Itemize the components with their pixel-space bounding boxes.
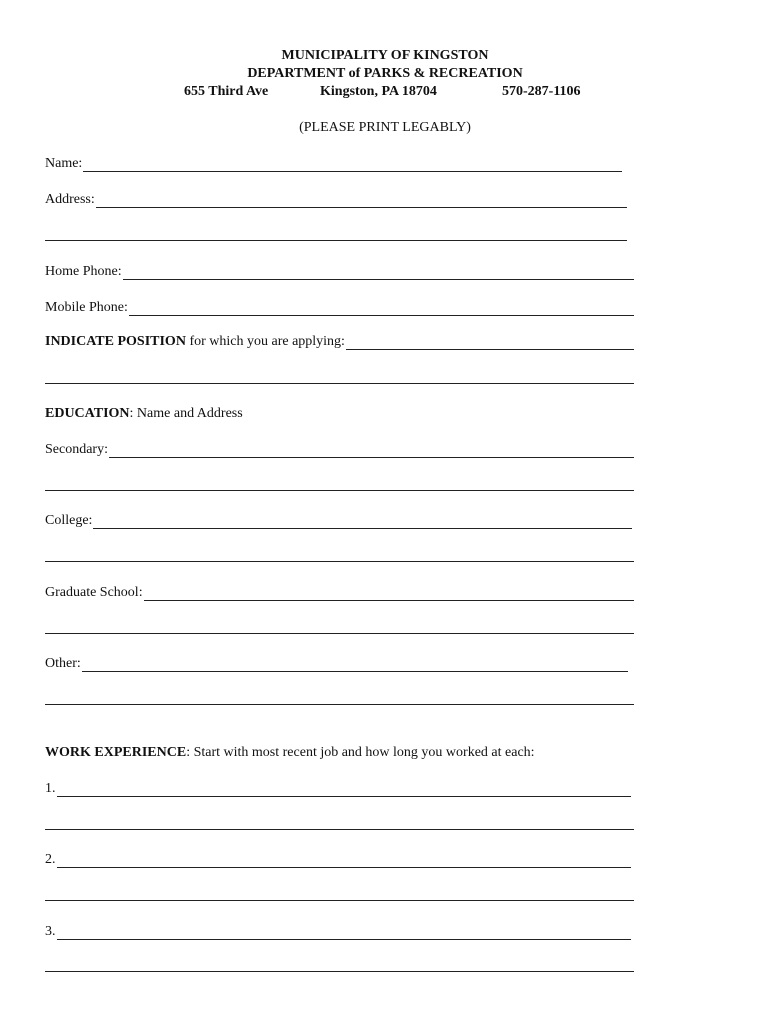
home-phone-label: Home Phone: (45, 264, 122, 279)
job-1-field[interactable] (45, 779, 631, 797)
phone-number: 570-287-1106 (502, 84, 581, 99)
address-field[interactable] (45, 190, 627, 208)
secondary-line-2[interactable] (45, 490, 634, 491)
other-field[interactable] (45, 654, 628, 672)
job-1-line[interactable] (57, 782, 632, 797)
education-heading-text (45, 406, 243, 422)
education-label-rest: : Name and Address (129, 406, 243, 421)
college-line-2[interactable] (45, 561, 634, 562)
job-2-label: 2. (45, 852, 56, 867)
position-label (45, 334, 345, 350)
name-field[interactable] (45, 154, 622, 172)
address-line[interactable] (96, 193, 627, 208)
position-line-2[interactable] (45, 383, 634, 384)
job-2-field[interactable] (45, 850, 631, 868)
city-address: Kingston, PA 18704 (320, 84, 437, 99)
graduate-school-line[interactable] (144, 586, 634, 601)
position-label-rest: for which you are applying: (185, 334, 345, 349)
other-label: Other: (45, 656, 81, 671)
address-label: Address: (45, 192, 95, 207)
secondary-field[interactable] (45, 440, 634, 458)
job-3-label: 3. (45, 924, 56, 939)
print-legibly-note: (PLEASE PRINT LEGABLY) (299, 120, 471, 135)
position-label-bold: INDICATE POSITION (45, 334, 186, 349)
job-2-line[interactable] (57, 853, 632, 868)
job-1-line-2[interactable] (45, 829, 634, 830)
name-line[interactable] (83, 157, 622, 172)
name-label: Name: (45, 156, 83, 171)
secondary-label: Secondary: (45, 442, 108, 457)
job-3-line-2[interactable] (45, 971, 634, 972)
job-2-line-2[interactable] (45, 900, 634, 901)
work-label-rest: : Start with most recent job and how long you worked at each: (186, 745, 535, 760)
home-phone-line[interactable] (123, 265, 634, 280)
mobile-phone-line[interactable] (129, 301, 634, 316)
secondary-line[interactable] (109, 443, 634, 458)
education-label-bold: EDUCATION (45, 406, 130, 421)
graduate-school-label: Graduate School: (45, 585, 143, 600)
other-line[interactable] (82, 657, 628, 672)
position-line[interactable] (346, 335, 634, 350)
other-line-2[interactable] (45, 704, 634, 705)
college-label: College: (45, 513, 93, 528)
job-1-label: 1. (45, 781, 56, 796)
job-3-line[interactable] (57, 925, 632, 940)
address-line-2[interactable] (45, 240, 627, 241)
home-phone-field[interactable] (45, 262, 634, 280)
job-3-field[interactable] (45, 922, 631, 940)
street-address: 655 Third Ave (184, 84, 269, 99)
municipality-title: MUNICIPALITY OF KINGSTON (281, 48, 489, 63)
work-experience-heading (45, 743, 645, 761)
position-field[interactable] (45, 332, 634, 350)
department-title: DEPARTMENT of PARKS & RECREATION (247, 66, 523, 81)
graduate-school-field[interactable] (45, 583, 634, 601)
work-experience-text (45, 745, 535, 761)
college-field[interactable] (45, 511, 632, 529)
education-heading (45, 404, 634, 422)
graduate-school-line-2[interactable] (45, 633, 634, 634)
mobile-phone-field[interactable] (45, 298, 634, 316)
mobile-phone-label: Mobile Phone: (45, 300, 128, 315)
college-line[interactable] (93, 514, 632, 529)
work-label-bold: WORK EXPERIENCE (45, 745, 187, 760)
